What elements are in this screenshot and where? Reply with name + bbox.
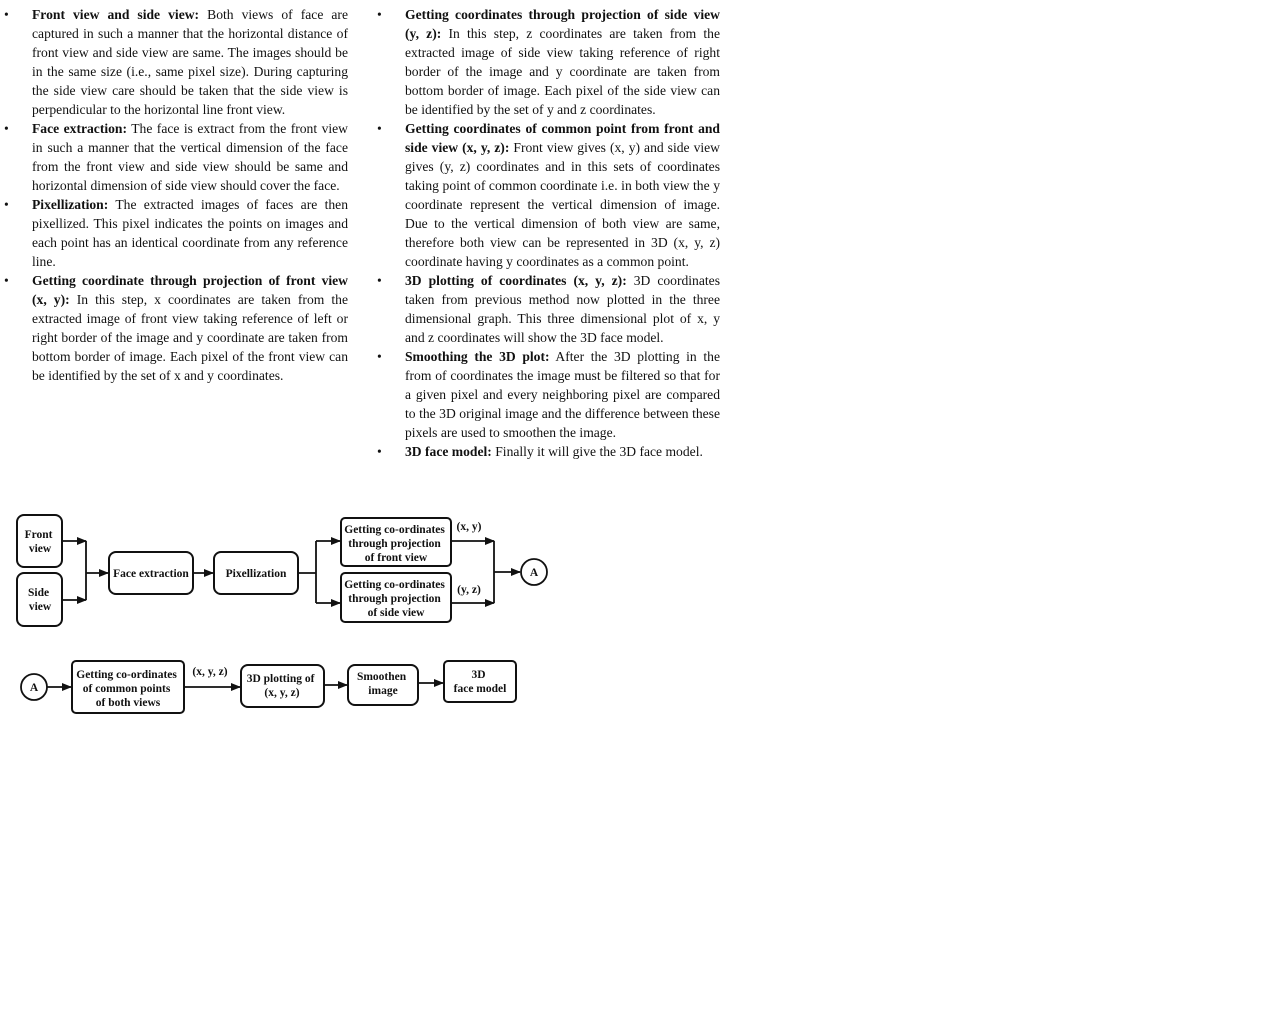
face-model-line2: face model xyxy=(453,683,507,695)
face-model-line1: 3D xyxy=(471,669,486,681)
common-points-line3: of both views xyxy=(95,697,161,709)
bullet-title: Getting coordinates through projection of side view (y, z): xyxy=(405,7,720,41)
right-bullet-list xyxy=(377,5,720,461)
bullet-body: The extracted images of faces are then pixellized. This pixel indicates the points on images and each point has an identical coordinate from any reference line. xyxy=(32,197,348,269)
side-projection-line2: through projection xyxy=(348,593,441,605)
side-view-box xyxy=(17,573,62,626)
front-projection-line1: Getting co-ordinates xyxy=(344,524,445,536)
bullet-body: In this step, x coordinates are taken from the extracted image of front view taking reference of left or right border of the image and y coordinate are taken from bottom border of image. Each pixel of the front view can be identified by the set of x and y coordinates. xyxy=(32,292,348,383)
smoothen-line1: Smoothen xyxy=(356,671,407,683)
face-extraction-label: Face extraction xyxy=(113,568,189,580)
bullet-body: 3D coordinates taken from previous method now plotted in the three dimensional graph. This three dimensional plot of x, y and z coordinates will show the 3D face model. xyxy=(405,273,720,345)
front-projection-line3: of front view xyxy=(364,552,428,564)
connector-a-top-label: A xyxy=(529,567,539,579)
flow-diagram xyxy=(0,505,560,725)
pixellization-box xyxy=(214,552,298,594)
bullet-item xyxy=(377,271,720,347)
side-view-line1: Side xyxy=(28,587,50,599)
bullet-item xyxy=(377,442,720,461)
front-view-box xyxy=(17,515,62,567)
bullet-title: Pixellization: xyxy=(32,197,109,212)
bullet-body: Both views of face are captured in such a manner that the horizontal distance of front view and side view are same. The images should be in the same size (i.e., same pixel size). During capturing the side view care should be taken that the side view is perpendicular to the horizontal line front view. xyxy=(32,7,348,117)
bullet-title: Smoothing the 3D plot: xyxy=(405,349,550,364)
common-points-box xyxy=(72,661,184,713)
pixellization-label: Pixellization xyxy=(225,568,287,580)
front-view-line1: Front xyxy=(24,529,53,541)
left-bullet-list xyxy=(4,5,348,385)
bullet-body: Front view gives (x, y) and side view gives (y, z) coordinates and in this sets of coordinates taking point of common coordinate i.e. in both view the y coordinate represent the vertical dimension of image. Due to the vertical dimension of both view are same, therefore both view can be represented in 3D (x, y, z) coordinate having y coordinates as a common point. xyxy=(405,140,720,269)
smoothen-box xyxy=(348,665,418,705)
connector-a-bottom xyxy=(21,674,47,700)
bullet-title: Getting coordinates of common point from front and side view (x, y, z): xyxy=(405,121,720,155)
bullet-body: After the 3D plotting in the from of coordinates the image must be filtered so that for a given pixel and every neighboring pixel are compared to the 3D original image and the difference between these pixels are used to smoothen the image. xyxy=(405,349,720,440)
bullet-item xyxy=(377,5,720,119)
bullet-item xyxy=(377,119,720,271)
bullet-title: Front view and side view: xyxy=(32,7,200,22)
plotting-box xyxy=(241,665,324,707)
front-view-line2: view xyxy=(28,543,52,555)
label-xy: (x, y) xyxy=(456,521,482,533)
common-points-line2: of common points xyxy=(82,683,171,695)
bullet-item xyxy=(377,347,720,442)
bullet-body: In this step, z coordinates are taken from the extracted image of side view taking reference of right border of the image and y coordinate are taken from bottom border of image. Each pixel of the side view can be identified by the set of y and z coordinates. xyxy=(405,26,720,117)
side-projection-line1: Getting co-ordinates xyxy=(344,579,445,591)
face-model-box xyxy=(444,661,516,702)
common-points-line1: Getting co-ordinates xyxy=(76,669,177,681)
bullet-item xyxy=(4,119,348,195)
bullet-item xyxy=(4,195,348,271)
bullet-title: Face extraction: xyxy=(32,121,128,136)
plotting-line2: (x, y, z) xyxy=(264,687,300,699)
face-extraction-box xyxy=(109,552,193,594)
side-projection-box xyxy=(341,573,451,622)
bullet-body: The face is extract from the front view in such a manner that the vertical dimension of the face from the front view and side view should be same and horizontal dimension of side view should cover the face. xyxy=(32,121,348,193)
label-xyz: (x, y, z) xyxy=(192,666,228,678)
plotting-line1: 3D plotting of xyxy=(246,673,315,685)
label-yz: (y, z) xyxy=(457,584,481,596)
connector-a-top xyxy=(521,559,547,585)
smoothen-line2: image xyxy=(368,685,398,697)
bullet-title: 3D plotting of coordinates (x, y, z): xyxy=(405,273,627,288)
left-text-column xyxy=(4,5,348,385)
bullet-item xyxy=(4,271,348,385)
bullet-title: Getting coordinate through projection of front view (x, y): xyxy=(32,273,348,307)
front-projection-box xyxy=(341,518,451,566)
side-view-line2: view xyxy=(28,601,52,613)
front-projection-line2: through projection xyxy=(348,538,441,550)
bullet-title: 3D face model: xyxy=(405,444,492,459)
connector-a-bottom-label: A xyxy=(29,682,39,694)
side-projection-line3: of side view xyxy=(367,607,425,619)
bullet-body: Finally it will give the 3D face model. xyxy=(491,444,703,459)
bullet-item xyxy=(4,5,348,119)
right-text-column xyxy=(377,5,720,461)
